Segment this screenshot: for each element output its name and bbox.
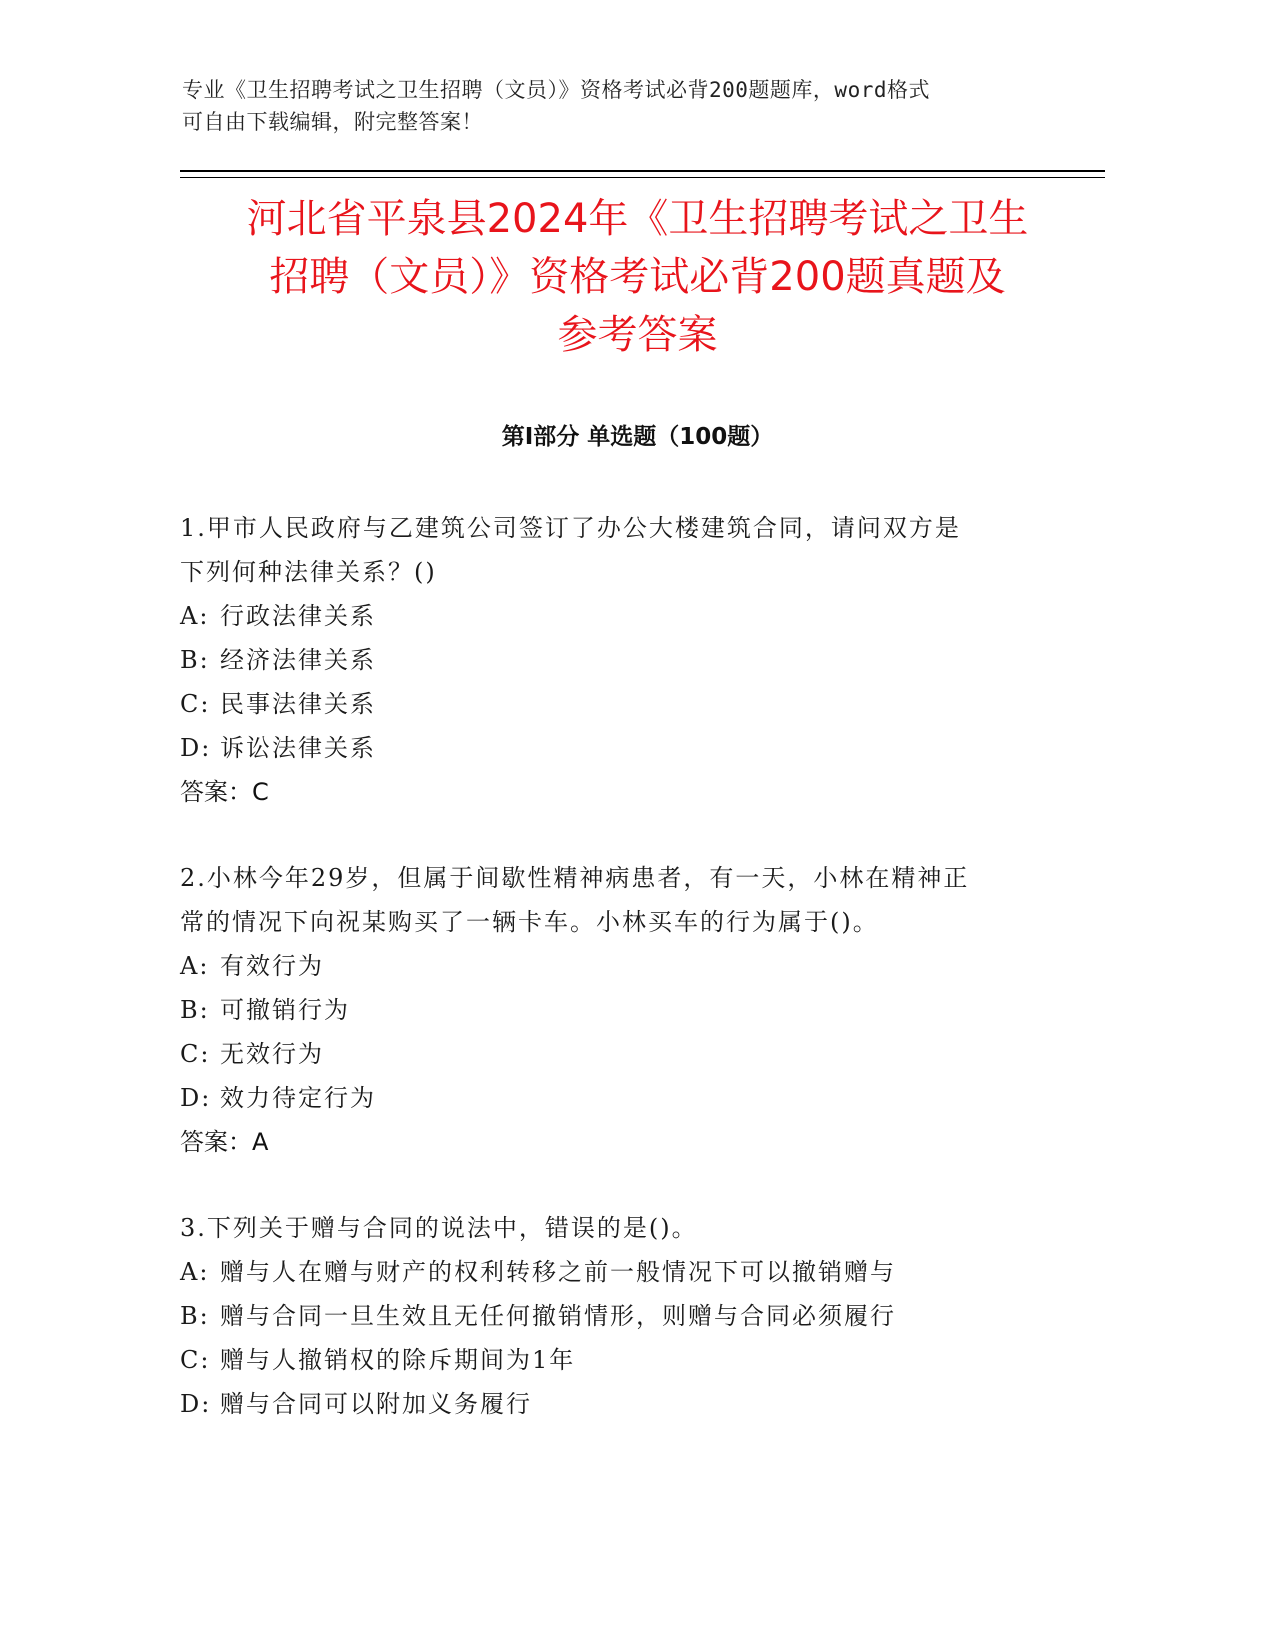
option-key: D: (180, 734, 212, 762)
question-stem (180, 856, 1060, 944)
option-key: B: (180, 996, 210, 1024)
question-stem (180, 1206, 1060, 1250)
header-note-line-1: 专业《卫生招聘考试之卫生招聘（文员）》资格考试必背200题题库，word格式 (182, 78, 930, 102)
option-b (180, 1294, 1060, 1338)
option-text: 赠与人撤销权的除斥期间为1年 (220, 1346, 576, 1374)
question-stem-line-1: 3.下列关于赠与合同的说法中，错误的是()。 (180, 1214, 698, 1242)
option-c (180, 1338, 1060, 1382)
option-key: A: (180, 602, 210, 630)
option-key: A: (180, 952, 210, 980)
option-text: 诉讼法律关系 (220, 734, 376, 762)
option-key: D: (180, 1390, 212, 1418)
option-text: 民事法律关系 (220, 690, 376, 718)
question-stem-line-2: 下列何种法律关系？() (180, 558, 437, 586)
question-stem-line-1: 1.甲市人民政府与乙建筑公司签订了办公大楼建筑合同，请问双方是 (180, 514, 961, 542)
option-key: D: (180, 1084, 212, 1112)
header-note (182, 74, 1042, 138)
option-b (180, 638, 1060, 682)
option-text: 效力待定行为 (220, 1084, 376, 1112)
section-heading: 第Ⅰ部分 单选题（100题） (501, 424, 774, 450)
option-a (180, 1250, 1060, 1294)
option-text: 赠与人在赠与财产的权利转移之前一般情况下可以撤销赠与 (220, 1258, 896, 1286)
option-text: 行政法律关系 (220, 602, 376, 630)
option-key: B: (180, 646, 210, 674)
option-key: C: (180, 690, 211, 718)
option-a (180, 944, 1060, 988)
option-c (180, 1032, 1060, 1076)
document-title-line-3: 参考答案 (557, 312, 718, 358)
option-d (180, 1076, 1060, 1120)
option-key: A: (180, 1258, 210, 1286)
question-stem (180, 506, 1060, 594)
option-key: B: (180, 1302, 210, 1330)
option-d (180, 726, 1060, 770)
option-text: 赠与合同可以附加义务履行 (220, 1390, 532, 1418)
option-key: C: (180, 1040, 211, 1068)
option-a (180, 594, 1060, 638)
option-b (180, 988, 1060, 1032)
option-key: C: (180, 1346, 211, 1374)
option-text: 赠与合同一旦生效且无任何撤销情形，则赠与合同必须履行 (220, 1302, 896, 1330)
option-d (180, 1382, 1060, 1426)
question-1 (180, 506, 1060, 814)
option-c (180, 682, 1060, 726)
question-stem-line-2: 常的情况下向祝某购买了一辆卡车。小林买车的行为属于()。 (180, 908, 879, 936)
option-text: 无效行为 (220, 1040, 324, 1068)
header-note-line-2: 可自由下载编辑，附完整答案！ (182, 110, 483, 134)
document-title (150, 190, 1125, 364)
answer-line: 答案：A (180, 1128, 269, 1156)
header-divider-thin (180, 177, 1105, 178)
header-divider-thick (180, 170, 1105, 172)
question-list (180, 506, 1060, 1468)
document-title-line-2: 招聘（文员）》资格考试必背200题真题及 (269, 254, 1006, 300)
question-3 (180, 1206, 1060, 1426)
option-text: 经济法律关系 (220, 646, 376, 674)
answer-line: 答案：C (180, 778, 269, 806)
question-2 (180, 856, 1060, 1164)
document-title-line-1: 河北省平泉县2024年《卫生招聘考试之卫生 (246, 196, 1029, 242)
option-text: 有效行为 (220, 952, 324, 980)
question-stem-line-1: 2.小林今年29岁，但属于间歇性精神病患者，有一天，小林在精神正 (180, 864, 970, 892)
option-text: 可撤销行为 (220, 996, 350, 1024)
